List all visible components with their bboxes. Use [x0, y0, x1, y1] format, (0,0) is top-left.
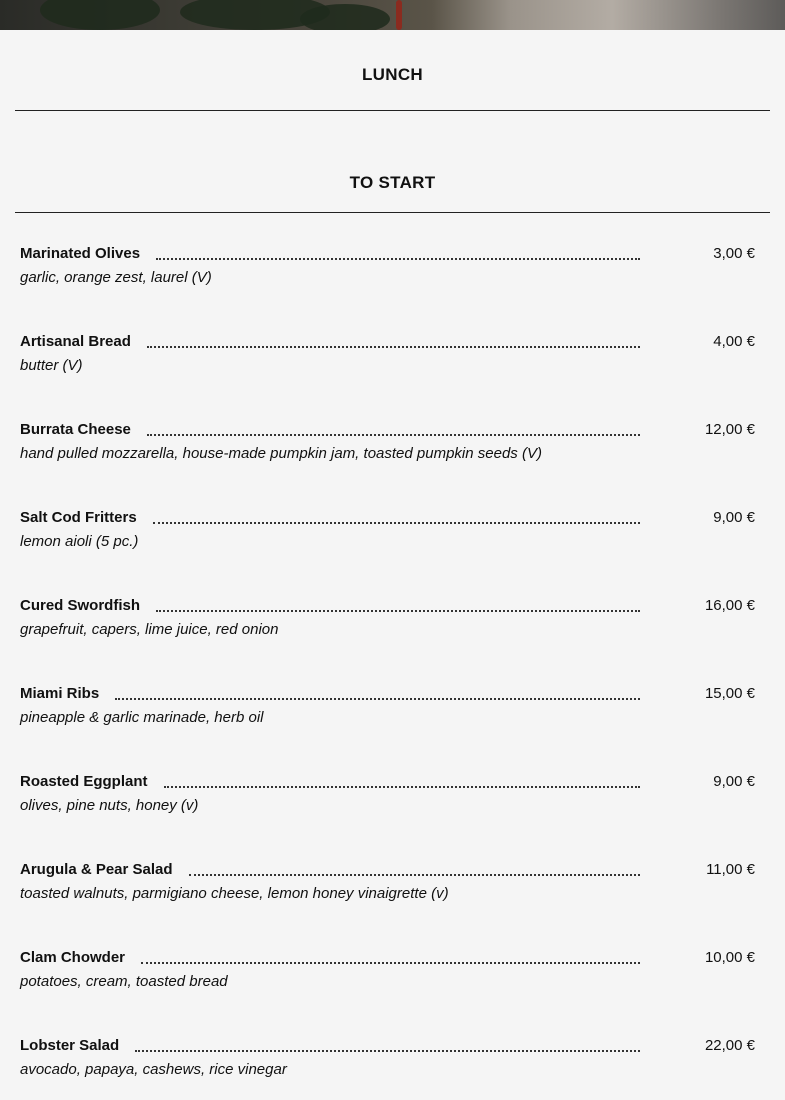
- foliage-shape: [300, 4, 390, 30]
- item-description: hand pulled mozzarella, house-made pumpkin jam, toasted pumpkin seeds (V): [20, 445, 542, 462]
- menu-item: [20, 597, 760, 657]
- item-price: 10,00 €: [704, 949, 755, 966]
- dotted-leader: [164, 786, 640, 788]
- menu-item: [20, 949, 760, 1009]
- item-description: olives, pine nuts, honey (v): [20, 797, 199, 814]
- divider: [15, 212, 770, 213]
- dotted-leader: [156, 610, 640, 612]
- menu-item: [20, 861, 760, 921]
- menu-item: [20, 509, 760, 569]
- menu-item: [20, 245, 760, 305]
- item-price: 15,00 €: [704, 685, 755, 702]
- menu-item: [20, 1037, 760, 1097]
- item-name: Marinated Olives: [20, 245, 141, 262]
- dotted-leader: [189, 874, 640, 876]
- item-name: Burrata Cheese: [20, 421, 131, 438]
- item-description: grapefruit, capers, lime juice, red onion: [20, 621, 279, 638]
- item-description: pineapple & garlic marinade, herb oil: [20, 709, 264, 726]
- item-description: garlic, orange zest, laurel (V): [20, 269, 212, 286]
- item-name: Arugula & Pear Salad: [20, 861, 173, 878]
- dotted-leader: [115, 698, 640, 700]
- flower-stem-shape: [396, 0, 402, 30]
- item-price: 9,00 €: [713, 773, 755, 790]
- dotted-leader: [156, 258, 640, 260]
- item-description: lemon aioli (5 pc.): [20, 533, 139, 550]
- dotted-leader: [147, 346, 640, 348]
- item-price: 3,00 €: [713, 245, 755, 262]
- dotted-leader: [135, 1050, 640, 1052]
- foliage-shape: [40, 0, 160, 30]
- menu-item: [20, 773, 760, 833]
- menu-title: LUNCH: [362, 65, 423, 84]
- item-name: Artisanal Bread: [20, 333, 131, 350]
- item-price: 22,00 €: [704, 1037, 755, 1054]
- item-name: Roasted Eggplant: [20, 773, 148, 790]
- item-description: avocado, papaya, cashews, rice vinegar: [20, 1061, 287, 1078]
- item-price: 16,00 €: [704, 597, 755, 614]
- item-price: 11,00 €: [706, 861, 755, 878]
- item-price: 12,00 €: [704, 421, 755, 438]
- item-name: Lobster Salad: [20, 1037, 120, 1054]
- item-description: butter (V): [20, 357, 83, 374]
- item-price: 9,00 €: [713, 509, 755, 526]
- item-name: Cured Swordfish: [20, 597, 141, 614]
- menu-item: [20, 421, 760, 481]
- menu-item: [20, 685, 760, 745]
- item-name: Clam Chowder: [20, 949, 126, 966]
- item-description: potatoes, cream, toasted bread: [20, 973, 228, 990]
- dotted-leader: [147, 434, 640, 436]
- menu-item: [20, 333, 760, 393]
- item-price: 4,00 €: [713, 333, 755, 350]
- item-description: toasted walnuts, parmigiano cheese, lemon honey vinaigrette (v): [20, 885, 449, 902]
- hero-image: [0, 0, 785, 30]
- divider: [15, 110, 770, 111]
- section-title: TO START: [349, 173, 436, 192]
- item-name: Salt Cod Fritters: [20, 509, 137, 526]
- dotted-leader: [153, 522, 640, 524]
- dotted-leader: [141, 962, 640, 964]
- item-name: Miami Ribs: [20, 685, 100, 702]
